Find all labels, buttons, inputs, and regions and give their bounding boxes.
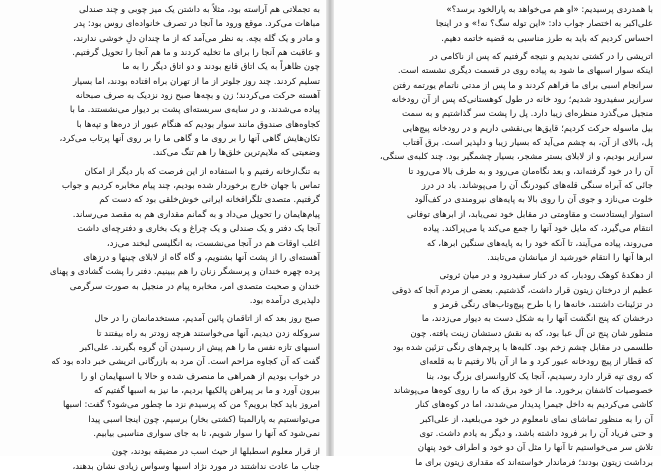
text-line: گفت که آن کجاوه مزاحم است. آن مرد به بازرگانی اتریشی خبر داده بود که: [51, 357, 320, 368]
text-line: استوار ایستادست و مقاومتی در مقابل خود نمی‌یابد، از ابرهای توفانی: [406, 209, 653, 220]
text-line: امروز باید کجا برویم؟ من که پرسیدم نزد ما چطور می‌شود؟ گفت: اسبها: [62, 400, 320, 411]
text-line: در تزئینات داشتند، خانه‌ها را با طرح پیچ‌وتاب‌های رنگی قرمز و: [433, 299, 653, 310]
right-paragraph-3: [340, 269, 653, 470]
text-line: اینکه سوار اسبهای ما شود به پیاده روی در قسمت دیگری نشسته است.: [397, 66, 653, 77]
text-line: خندان و صحبت متصدی امر، مخابره پیام در منجیل به صورت سرگرمی: [69, 281, 320, 292]
text-line: علی‌اکبر به اختصار جواب داد: «این توله سگ؟ نه!» و در اینجا: [435, 19, 653, 30]
text-line: سروکله زدن دیدیم، آنها می‌خواستند هرچه زودتر به راه بیفتند تا: [96, 328, 320, 339]
text-line: و عاقبت هم آنجا را برای ما تخلیه کردند و ما هم آنجا را تحویل گرفتیم.: [72, 48, 320, 59]
text-line: به تنگ‌ارخانه رفتیم و با استفاده از این فرصت که بار دیگر از امکان: [84, 166, 320, 177]
text-line: احساس کردیم که باید به طرز مناسبی به قضیه خاتمه دهیم.: [441, 33, 653, 44]
text-line: و مادر و یک گله بچه. به نظر می‌آمد که از ما چندان دلِ خوشی ندارند،: [73, 33, 320, 44]
text-line: برداشت زیتون بودند؛ فرماندار خواسته‌اند که مقداری زیتون برای ما: [415, 457, 653, 468]
text-line: گرفتیم. متصدی تلگرافخانه ایرانی خوش‌خلقی بود که دست کم: [99, 195, 320, 206]
text-line: اتریشی را در کشتی ندیدیم و نتیجه گرفتیم که پس از ناکامی در: [429, 52, 653, 63]
text-line: خلوت می‌نازد و جوی آن را روی بالا به پایه‌های نیرومندی در کف‌آلود: [414, 195, 653, 206]
text-line: سرانجام اسبی برای ما فراهم کردند و ما پس از مدتی ناتمام یورتمه رفتن: [392, 80, 653, 91]
text-line: اغلب اوقات هم در آنجا می‌نشست، به انگلیسی لبخند می‌زد،: [106, 238, 320, 249]
text-line: خصوصیات کاشفان برخورد. ما از خود برق که ما را روی کوه‌ها می‌پوشاند: [393, 385, 653, 396]
text-line: منجیل می‌گذرد منظره‌ای زیبا دارد. پل را پشت سر گذاشتیم و به سمت: [402, 109, 653, 120]
left-page: [0, 0, 326, 472]
text-line: جناب ما عادت نداشتند در مورد نژاد اسبها وسواس زیادی نشان بدهند،: [72, 461, 320, 472]
text-line: می‌توانستیم به پارالمیتا (کشتی بخار) برسیم، چون اینجا اسبی پیدا: [88, 414, 320, 425]
text-line: تکان‌هایش گاهی آنها را بر روی ما و گاهی ما را بر روی آنها پرتاب می‌کرد،: [59, 134, 320, 145]
text-line: صبح روز بعد که از اتاقمان پائین آمدیم، مستخدمانمان را در حال: [94, 314, 320, 325]
left-paragraph-4: [6, 445, 320, 474]
text-line: پیام‌هایمان را تحویل می‌داد و به گمانم مقداری هم به مقصد می‌رساند.: [72, 209, 320, 220]
text-line: از قرار معلوم اسطبلها از حیث اسب در مضیقه بودند، چون: [111, 447, 320, 458]
text-line: آهسته‌ای را از پشت آنها بشنویم، و گاه گاه از لابلای چینها و درزهای: [83, 252, 320, 263]
text-line: آن را به منظور تماشای نمای نامعلوم در خود می‌بلعید، از علی‌اکبر: [420, 414, 653, 425]
text-line: مباهات می‌کرد. موقع ورود ما آنجا در تصرف خانواده‌ای روس بود: پدر: [74, 19, 320, 30]
text-line: درخشان که پنج انگشت آنها را به شکل دست به دیوار می‌زدند، ما: [421, 314, 653, 325]
text-line: عظیم از درختان زیتون قرار داشت، گذشتیم. بعضی از مردم آنجا که ذوقی: [391, 285, 653, 296]
text-line: کجاوه‌های صندوق مانند سوار بودیم که هنگام عبور از دره‌ها و تپه‌ها با: [76, 119, 320, 130]
text-line: چون ظاهراً به یک اتاق قانع بودند و دو اتاق دیگر را به ما: [122, 62, 320, 73]
text-line: اسبهای تازه نفس ما را هم پیش از رسیدن آن گروه بگیرند. علی‌اکبر: [79, 342, 320, 353]
book-gutter: [326, 0, 334, 456]
right-paragraph-1: [340, 3, 653, 46]
text-line: دلپذیری درآمده بود.: [249, 295, 320, 306]
left-paragraph-2: [6, 165, 320, 308]
text-line: انتقام می‌گیرد، که مایل خود آنها را جمع می‌کند یا می‌پراکند. پیاده: [423, 224, 653, 235]
text-line: تسلیم کردند. چند روز جلوتر از ما از تهران براه افتاده بودند، اما بسیار: [72, 76, 320, 87]
text-line: سرازیر بودیم، و از لابلای بستر مشجر، بسیار چشمگیر بود. چند کلبه‌ی سنگی،: [379, 152, 653, 163]
text-line: از دهکدهٔ کوهک رودبار، که در کنار سفیدرود و در میان ثروتی: [439, 271, 653, 282]
left-paragraph-3: [6, 312, 320, 441]
text-line: کاشی می‌کردیم به داخل جیمرا پدیدار می‌شدند، اما در کوه‌های کنار: [415, 400, 653, 411]
text-line: می‌روند، پیاده می‌آیند، تا آنکه خود را به پایه‌های سنگین ابرها، که: [426, 238, 653, 249]
text-line: تماس با جهان خارج برخوردار شده بودیم، چند پیام مخابره کردیم و جواب: [61, 181, 320, 192]
text-line: آن را در خود گرفته‌اند، و بعد نگاه‌مان می‌رود و به طرف بالا می‌رود تا: [408, 166, 653, 177]
text-line: با همدردی پرسیدیم: «او هم می‌خواهد به پارالخود برسد؟»: [446, 5, 653, 15]
text-line: در خواب بودیم از همراهی ما منصرف شده و حالا با اسبهایمان او را: [80, 371, 320, 382]
left-paragraph-1: [6, 3, 320, 161]
text-line: آنجا یک دفتر و یک صندلی و یک چراغ و یک بخاری و دفترچه‌ای داشت: [77, 224, 320, 235]
text-line: وضعیتی که ملایم‌ترین خلق‌ها را هم تنگ می‌کند.: [152, 148, 320, 159]
text-line: که روی تپه قرار دارد رسیدیم، آنجا یک کاروانسرای بزرگ بود، بنا: [426, 371, 653, 382]
text-line: به تجملاتی هم آراسته بود، مثلاً به داشتن یک میز چوبی و چند صندلی: [78, 5, 320, 15]
text-line: بیل ماسوله حرکت کردیم؛ قایق‌ها بی‌نقشی داریم و در رودخانه پیچ‌هایی: [402, 123, 653, 134]
text-line: بیرون آورد و ما بر پیراهن پالکیها بردیم، ما نیز به اسبها گفتیم که: [93, 385, 320, 396]
text-line: نمی‌شود که آنها را سوار شویم، تا به جای سواری مناسبی بیابیم.: [93, 428, 320, 439]
text-line: ابرها آنها را انتقام خورشید از میانشان می‌تابند.: [487, 252, 653, 263]
text-line: طلسمی در مقابل چشم زخم بود. کلبه‌ها با پرچم‌های رنگی تزئین شده بود: [392, 342, 653, 353]
text-line: که قطار از پیچ رودخانه عبور کرد و ما از آن بالا رفتیم تا به قلعه‌ای: [419, 357, 653, 368]
text-line: تلاش سر می‌خواستیم تا آنها را مثل آن دو خود و اطراف خود پنهان: [417, 443, 653, 454]
right-paragraph-2: [340, 50, 653, 265]
text-line: پل، بالای از آن، به چشم می‌آید که بسیار زیبا و دلپذیر است. برق آفتاب: [402, 138, 653, 149]
text-line: پرده چهره خندان و پرسشگر زنان را هم ببینیم. دفتر را پشت گشادی و پهنای: [49, 267, 320, 278]
text-line: منظور شان پنج تن آل عبا بود، که به نقش دستشان زینت یافته. چون: [410, 328, 653, 339]
text-line: و حتی فریاد آن را بر فرود داشته باشد، و دیگر به یادم داشت. توی: [419, 428, 653, 439]
right-page: [334, 0, 661, 468]
text-line: جائی که آبراه سنگی قله‌های کبودرنگ آن را می‌پوشاند. باد در درز: [421, 181, 653, 192]
text-line: پیاده می‌شدند، و در سایه‌ی سربسته‌ای پشت بر دیوار می‌نشستند. ما با: [69, 105, 320, 116]
text-line: سرازیر سفیدرود شدیم؛ رود خانه در طول کوهستانی‌که پس از آن رودخانه: [391, 95, 653, 106]
text-line: آهسته حرکت می‌کردند؛ زن و بچه‌ها صبح زود نزدیک به صرف صبحانه: [75, 91, 320, 102]
